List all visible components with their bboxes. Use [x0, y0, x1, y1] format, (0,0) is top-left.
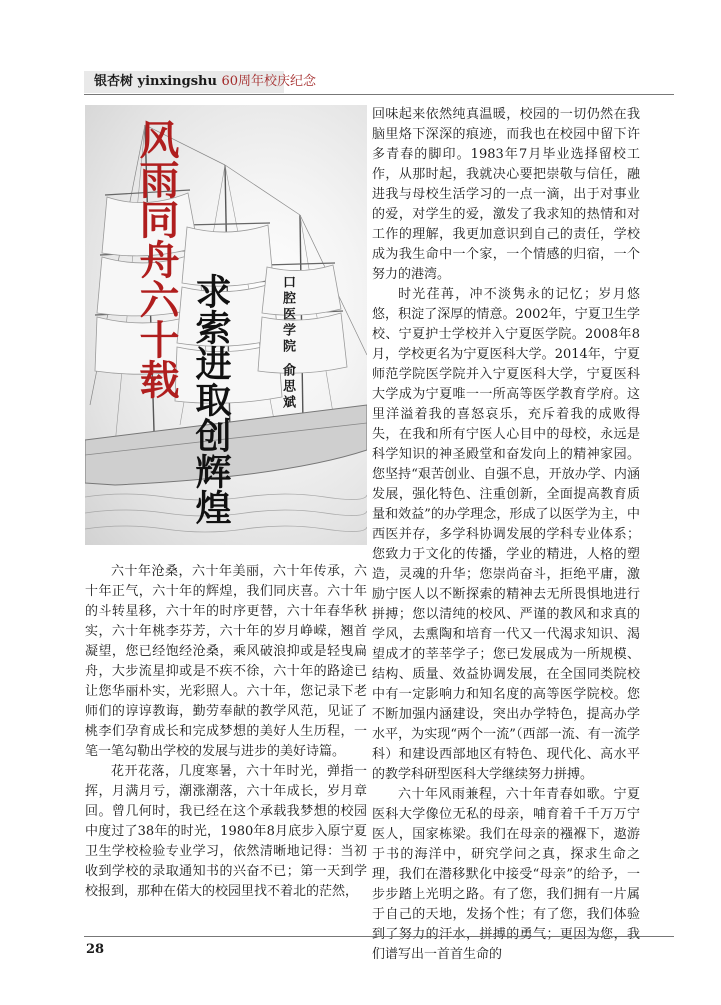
article-column-left [85, 562, 367, 902]
paragraph: 时光荏苒，冲不淡隽永的记忆；岁月悠悠，积淀了深厚的情意。2002年，宁夏卫生学校、宁夏护士学校并入宁夏医学院。2008年8月，学校更名为宁夏医科大学。2014年，宁夏师范学院医学院并入宁夏医科大学，宁夏医科大学成为宁夏唯一一所高等医学教育学府。这里洋溢着我的喜怒哀乐，充斥着我的成败得失，在我和所有宁医人心目中的母校，永远是科学知识的神圣殿堂和奋发向上的精神家园。您坚持“艰苦创业、自强不息，开放办学、内涵发展，强化特色、注重创新，全面提高教育质量和效益”的办学理念，形成了以医学为主，中西医并存，多学科协调发展的学科专业体系；您致力于文化的传播，学业的精进，人格的塑造，灵魂的升华；您崇尚奋斗，拒绝平庸，激励宁医人以不断探索的精神去无所畏惧地进行拼搏；您以清纯的校风、严谨的教风和求真的学风，去熏陶和培育一代又一代渴求知识、渴望成才的莘莘学子；您已发展成为一所规模、结构、质量、效益协调发展，在全国同类院校中有一定影响力和知名度的高等医学院校。您不断加强内涵建设，突出办学特色，提高办学水平，为实现“两个一流”（西部一流、有一流学科）和建设西部地区有特色、现代化、高水平的教学科研型医科大学继续努力拼搏。 [372, 287, 640, 782]
article-subtitle: 求索进取创辉煌 [190, 273, 231, 525]
author-department: 口腔医学院 [280, 275, 295, 355]
running-header [84, 65, 644, 95]
header-school-name: 银杏树 yinxingshu [94, 74, 217, 89]
header-text [94, 74, 316, 90]
page-number: 28 [86, 942, 105, 957]
hero-image [85, 105, 367, 545]
article-title: 风雨同舟六十载 [133, 119, 179, 399]
author-name: 俞思斌 [280, 363, 295, 411]
paragraph: 花开花落，几度寒暑，六十年时光，弹指一挥，月满月亏，潮涨潮落，六十年成长，岁月章回。曾几何时，我已经在这个承载我梦想的校园中度过了38年的时光，1980年8月底步入原宁夏卫生学校检验专业学习，依然清晰地记得：当初收到学校的录取通知书的兴奋不已；第一天到学校报到，那种在偌大的校园里找不着北的茫然， [85, 764, 367, 899]
article-column-right [372, 105, 640, 965]
paragraph: 六十年沧桑，六十年美丽，六十年传承，六十年正气，六十年的辉煌，我们同庆喜。六十年的斗转星移，六十年的时序更替，六十年春华秋实，六十年桃李芬芳，六十年的岁月峥嵘，翘首凝望，您已经饱经沧桑，乘风破浪抑或是轻曳扁舟，大步流星抑或是不疾不徐，六十年的路途已让您华丽朴实，光彩照人。六十年，您记录下老师们的谆谆教诲，勤劳奉献的教学风范，见证了桃李们孕育成长和完成梦想的美好人生历程，一笔一笔勾勒出学校的发展与进步的美好诗篇。 [85, 564, 367, 759]
paragraph: 回味起来依然纯真温暖，校园的一切仍然在我脑里烙下深深的痕迹，而我也在校园中留下许多青春的脚印。1983年7月毕业选择留校工作，从那时起，我就决心要把崇敬与信任，融进我与母校生活学习的一点一滴，出于对事业的爱，对学生的爱，激发了我求知的热情和对工作的理解，我更加意识到自己的责任，学校成为我生命中一个家，一个情感的归宿，一个努力的港湾。 [372, 107, 640, 282]
footer-rule [84, 936, 674, 937]
header-anniversary: 60周年校庆纪念 [221, 74, 317, 89]
paragraph: 六十年风雨兼程，六十年青春如歌。宁夏医科大学像位无私的母亲，哺育着千千万万宁医人，国家栋梁。我们在母亲的襁褓下，遨游于书的海洋中，研究学问之真，探求生命之理，我们在潜移默化中接受“母亲”的给予，一步步踏上光明之路。有了您，我们拥有一片属于自己的天地，发扬个性；有了您，我们体验到了努力的汗水，拼搏的勇气；更因为您，我们谱写出一首首生命的 [372, 787, 640, 962]
header-rule [84, 94, 674, 95]
